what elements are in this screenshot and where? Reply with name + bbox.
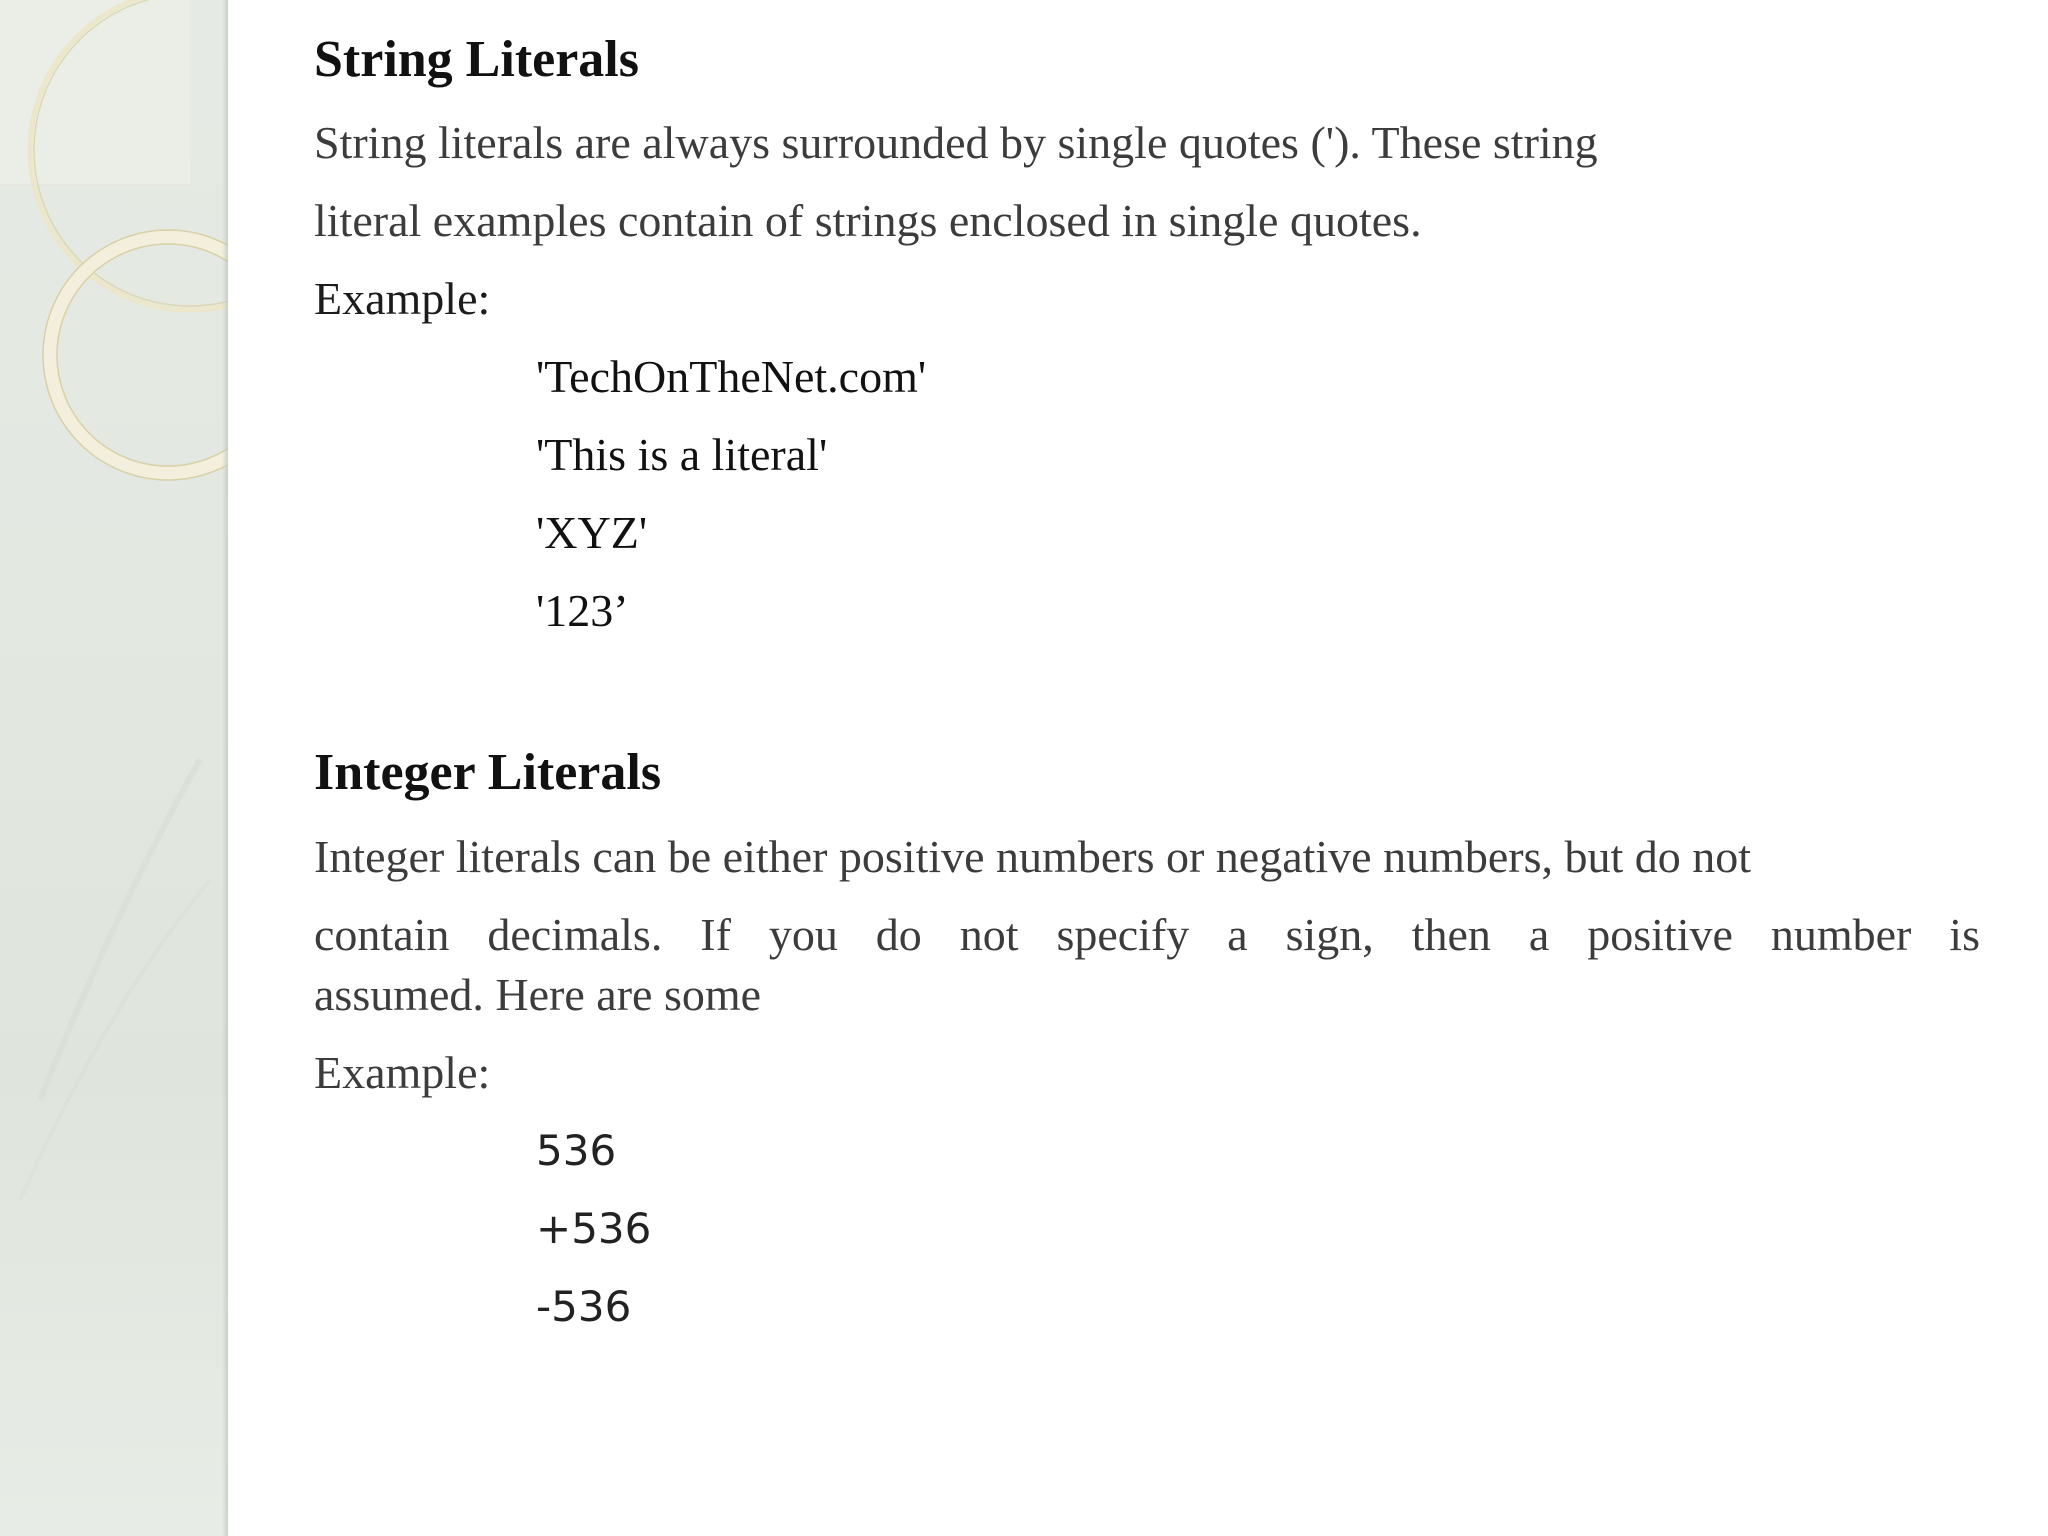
integer-example-item: -536 xyxy=(536,1282,632,1331)
string-literals-description-line-1: String literals are always surrounded by single quotes ('). These string xyxy=(314,117,1598,168)
string-example-item: '123’ xyxy=(536,585,629,636)
integer-literals-description-line-1: Integer literals can be either positive numbers or negative numbers, but do not xyxy=(314,831,1752,882)
integer-example-item: +536 xyxy=(536,1204,652,1253)
string-example-label: Example: xyxy=(314,273,491,324)
integer-example-item: 536 xyxy=(536,1126,617,1175)
integer-literals-description-line-3: assumed. Here are some xyxy=(314,969,762,1020)
integer-literals-heading: Integer Literals xyxy=(314,744,662,801)
string-example-item: 'This is a literal' xyxy=(536,429,828,480)
string-example-item: 'TechOnTheNet.com' xyxy=(536,351,927,402)
decorative-rings-graphic xyxy=(0,0,228,1536)
string-literals-description-line-2: literal examples contain of strings enclosed in single quotes. xyxy=(314,195,1422,246)
integer-example-label: Example: xyxy=(314,1047,491,1098)
string-literals-heading: String Literals xyxy=(314,31,639,88)
string-example-item: 'XYZ' xyxy=(536,507,648,558)
integer-literals-description-line-2: contain decimals. If you do not specify a sign, then a positive number is xyxy=(314,909,1980,960)
decorative-side-panel xyxy=(0,0,228,1536)
